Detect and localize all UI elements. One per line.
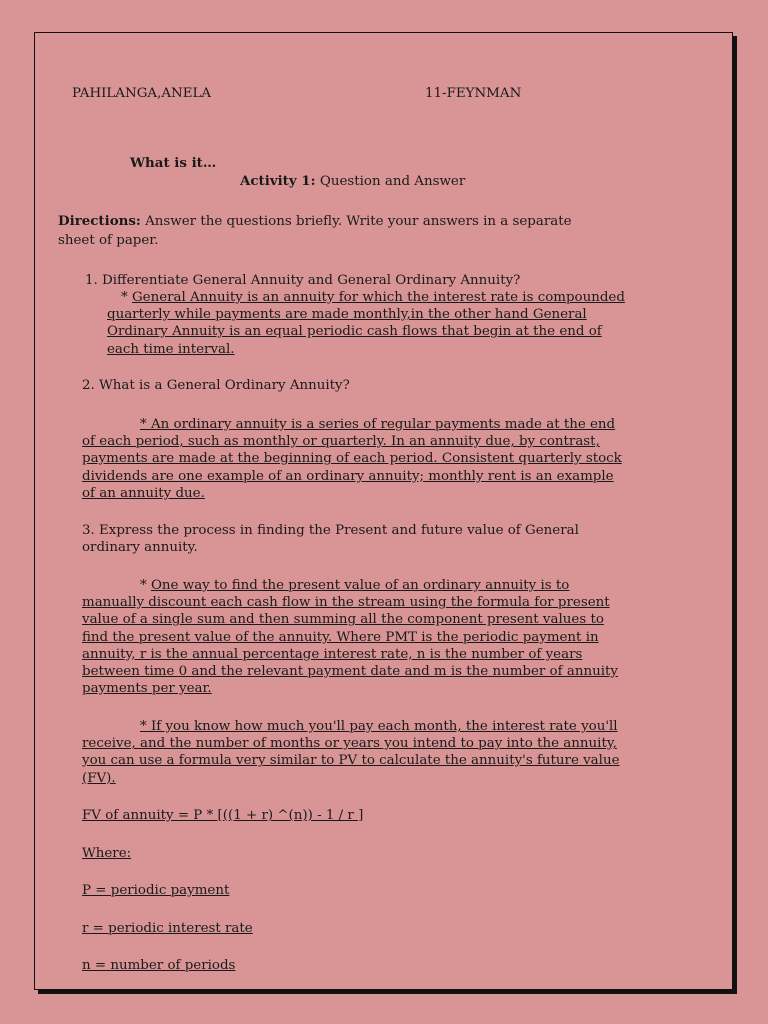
activity-label: Activity 1: — [240, 173, 316, 189]
question-1: 1. Differentiate General Annuity and General Ordinary Annuity? — [85, 273, 521, 288]
answer-1 — [107, 289, 625, 358]
answer-line: find the present value of the annuity. Where PMT is the periodic payment in — [82, 629, 599, 645]
answer-line: annuity, r is the annual percentage interest rate, n is the number of years — [82, 646, 583, 662]
answer-line: payments are made at the beginning of each period. Consistent quarterly stock — [82, 451, 622, 467]
activity-heading — [240, 173, 465, 190]
answer-line: * An ordinary annuity is a series of regular payments made at the end — [140, 417, 616, 432]
definition-n: n = number of periods — [82, 958, 236, 973]
answer-line: dividends are one example of an ordinary annuity; monthly rent is an example — [82, 468, 614, 484]
directions-text: Answer the questions briefly. Write your answers in a separate — [145, 214, 572, 229]
answer-line: (FV). — [82, 770, 116, 786]
directions-label: Directions: — [58, 213, 141, 229]
answer-line: * One way to find the present value of an ordinary annuity is to — [140, 578, 570, 593]
student-name: PAHILANGA,ANELA — [72, 86, 212, 101]
question-2: 2. What is a General Ordinary Annuity? — [82, 378, 350, 393]
answer-line: value of a single sum and then summing all the component present values to — [82, 612, 604, 628]
directions — [58, 213, 572, 230]
answer-line: Ordinary Annuity is an equal periodic cash flows that begin at the end of — [107, 324, 602, 340]
answer-line: of each period, such as monthly or quarterly. In an annuity due, by contrast, — [82, 434, 600, 450]
answer-line: each time interval. — [107, 341, 235, 357]
answer-3a — [82, 577, 618, 697]
student-section: 11-FEYNMAN — [425, 86, 522, 101]
answer-line: receive, and the number of months or years you intend to pay into the annuity, — [82, 736, 617, 752]
question-line: ordinary annuity. — [82, 540, 198, 556]
answer-line: you can use a formula very similar to PV to calculate the annuity's future value — [82, 753, 620, 769]
activity-title: Question and Answer — [319, 174, 466, 189]
directions-text-2: sheet of paper. — [58, 233, 159, 248]
answer-line: of an annuity due. — [82, 485, 205, 501]
question-3 — [82, 522, 579, 556]
answer-line: quarterly while payments are made monthly,in the other hand General — [107, 307, 587, 323]
question-line: 3. Express the process in finding the Present and future value of General — [82, 523, 579, 538]
definition-r: r = periodic interest rate — [82, 921, 253, 936]
answer-line: payments per year. — [82, 681, 212, 697]
answer-2 — [82, 416, 622, 502]
answer-line: manually discount each cash flow in the stream using the formula for present — [82, 595, 610, 611]
answer-line: between time 0 and the relevant payment date and m is the number of annuity — [82, 664, 618, 680]
definition-p: P = periodic payment — [82, 883, 230, 898]
answer-line: * General Annuity is an annuity for which the interest rate is compounded — [121, 290, 625, 305]
answer-3b — [82, 718, 620, 787]
what-is-it-heading: What is it… — [130, 155, 217, 171]
fv-formula: FV of annuity = P * [((1 + r) ^(n)) - 1 / r ] — [82, 808, 364, 823]
where-label: Where: — [82, 846, 132, 861]
answer-line: * If you know how much you'll pay each month, the interest rate you'll — [140, 719, 618, 734]
